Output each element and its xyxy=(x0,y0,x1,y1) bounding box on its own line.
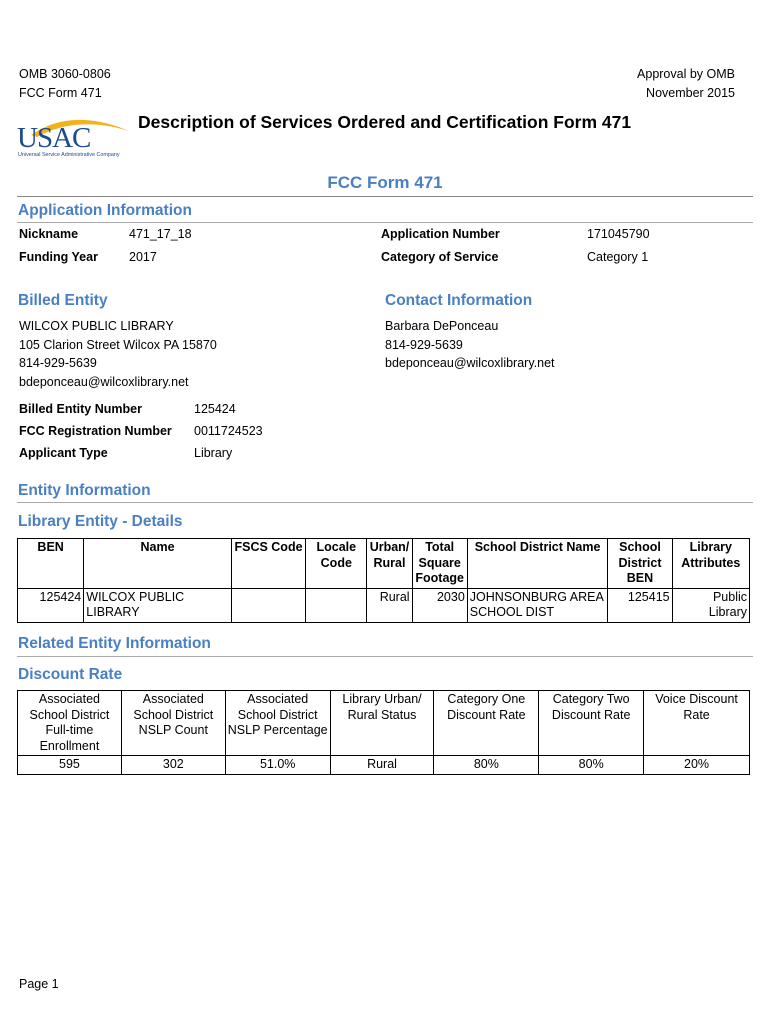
cell-voice-rate: 20% xyxy=(644,756,750,775)
cell-square-footage: 2030 xyxy=(412,588,467,622)
approval-text: Approval by OMB xyxy=(637,67,735,81)
cell-fscs xyxy=(231,588,305,622)
cell-enrollment: 595 xyxy=(18,756,122,775)
contact-name: Barbara DePonceau xyxy=(385,319,499,333)
cell-district-ben: 125415 xyxy=(608,588,672,622)
usac-logo xyxy=(17,113,137,163)
header-left xyxy=(19,65,111,103)
form-label: FCC Form 471 xyxy=(19,86,102,100)
contact-phone: 814-929-5639 xyxy=(385,337,463,352)
discount-rate-table xyxy=(17,690,750,775)
table-row xyxy=(18,756,750,775)
page-title: Description of Services Ordered and Certification Form 471 xyxy=(138,112,632,132)
col-header: BEN xyxy=(18,539,84,589)
col-header: Voice Discount Rate xyxy=(644,691,750,756)
section-divider xyxy=(17,222,753,223)
table-row xyxy=(18,588,750,622)
omb-number: OMB 3060-0806 xyxy=(19,67,111,81)
library-entity-table xyxy=(17,538,750,623)
category-value: Category 1 xyxy=(587,250,649,264)
applicant-type-value: Library xyxy=(194,446,233,460)
logo-subtext: Universal Service Administrative Company xyxy=(18,152,120,158)
funding-year-value: 2017 xyxy=(129,250,157,264)
cell-ben: 125424 xyxy=(18,588,84,622)
cell-locale xyxy=(306,588,367,622)
contact-info-heading: Contact Information xyxy=(385,292,533,309)
table-header-row xyxy=(18,691,750,756)
cell-category-one-rate: 80% xyxy=(434,756,539,775)
contact-block xyxy=(385,317,555,373)
col-header: Category Two Discount Rate xyxy=(539,691,644,756)
col-header: School District BEN xyxy=(608,539,672,589)
frn-value: 0011724523 xyxy=(194,424,263,438)
cell-urban-rural: Rural xyxy=(367,588,412,622)
category-label: Category of Service xyxy=(381,250,499,264)
col-header: Name xyxy=(84,539,232,589)
entity-info-heading: Entity Information xyxy=(18,482,151,499)
nickname-value: 471_17_18 xyxy=(129,227,192,241)
related-entity-heading: Related Entity Information xyxy=(18,635,211,652)
application-info-heading: Application Information xyxy=(18,202,192,219)
billed-entity-name: WILCOX PUBLIC LIBRARY xyxy=(19,319,174,333)
form-subtitle: FCC Form 471 xyxy=(327,173,443,192)
application-number-value: 171045790 xyxy=(587,227,650,241)
section-divider xyxy=(17,656,753,657)
cell-nslp-percentage: 51.0% xyxy=(225,756,330,775)
cell-district-name: JOHNSONBURG AREA SCHOOL DIST xyxy=(467,588,608,622)
billed-entity-address-block xyxy=(19,317,217,391)
header-right xyxy=(637,65,735,103)
col-header: Category One Discount Rate xyxy=(434,691,539,756)
nickname-label: Nickname xyxy=(19,227,79,241)
library-details-heading: Library Entity - Details xyxy=(18,513,183,530)
funding-year-label: Funding Year xyxy=(19,250,98,264)
col-header: Library Urban/ Rural Status xyxy=(330,691,434,756)
application-number-label: Application Number xyxy=(381,227,500,241)
col-header: School District Name xyxy=(467,539,608,589)
cell-category-two-rate: 80% xyxy=(539,756,644,775)
page-number: Page 1 xyxy=(19,977,59,991)
col-header: Total Square Footage xyxy=(412,539,467,589)
cell-nslp-count: 302 xyxy=(121,756,225,775)
cell-name: WILCOX PUBLIC LIBRARY xyxy=(84,588,232,622)
col-header: FSCS Code xyxy=(231,539,305,589)
contact-email: bdeponceau@wilcoxlibrary.net xyxy=(385,356,555,370)
ben-value: 125424 xyxy=(194,402,236,416)
col-header: Associated School District NSLP Percentage xyxy=(225,691,330,756)
discount-rate-heading: Discount Rate xyxy=(18,666,123,683)
col-header: Locale Code xyxy=(306,539,367,589)
billed-entity-email: bdeponceau@wilcoxlibrary.net xyxy=(19,374,189,389)
frn-label: FCC Registration Number xyxy=(19,424,172,438)
col-header: Associated School District NSLP Count xyxy=(121,691,225,756)
approval-date: November 2015 xyxy=(646,86,735,100)
col-header: Library Attributes xyxy=(672,539,749,589)
title-divider xyxy=(17,196,753,197)
ben-label: Billed Entity Number xyxy=(19,402,142,416)
section-divider xyxy=(17,502,753,503)
table-header-row xyxy=(18,539,750,589)
cell-attributes: Public Library xyxy=(672,588,749,622)
billed-entity-heading: Billed Entity xyxy=(18,292,108,309)
logo-text: USAC xyxy=(17,122,91,154)
billed-entity-address: 105 Clarion Street Wilcox PA 15870 xyxy=(19,337,217,352)
col-header: Associated School District Full-time Enrollment xyxy=(18,691,122,756)
applicant-type-label: Applicant Type xyxy=(19,446,108,460)
col-header: Urban/ Rural xyxy=(367,539,412,589)
cell-urban-rural-status: Rural xyxy=(330,756,434,775)
billed-entity-phone: 814-929-5639 xyxy=(19,356,97,370)
